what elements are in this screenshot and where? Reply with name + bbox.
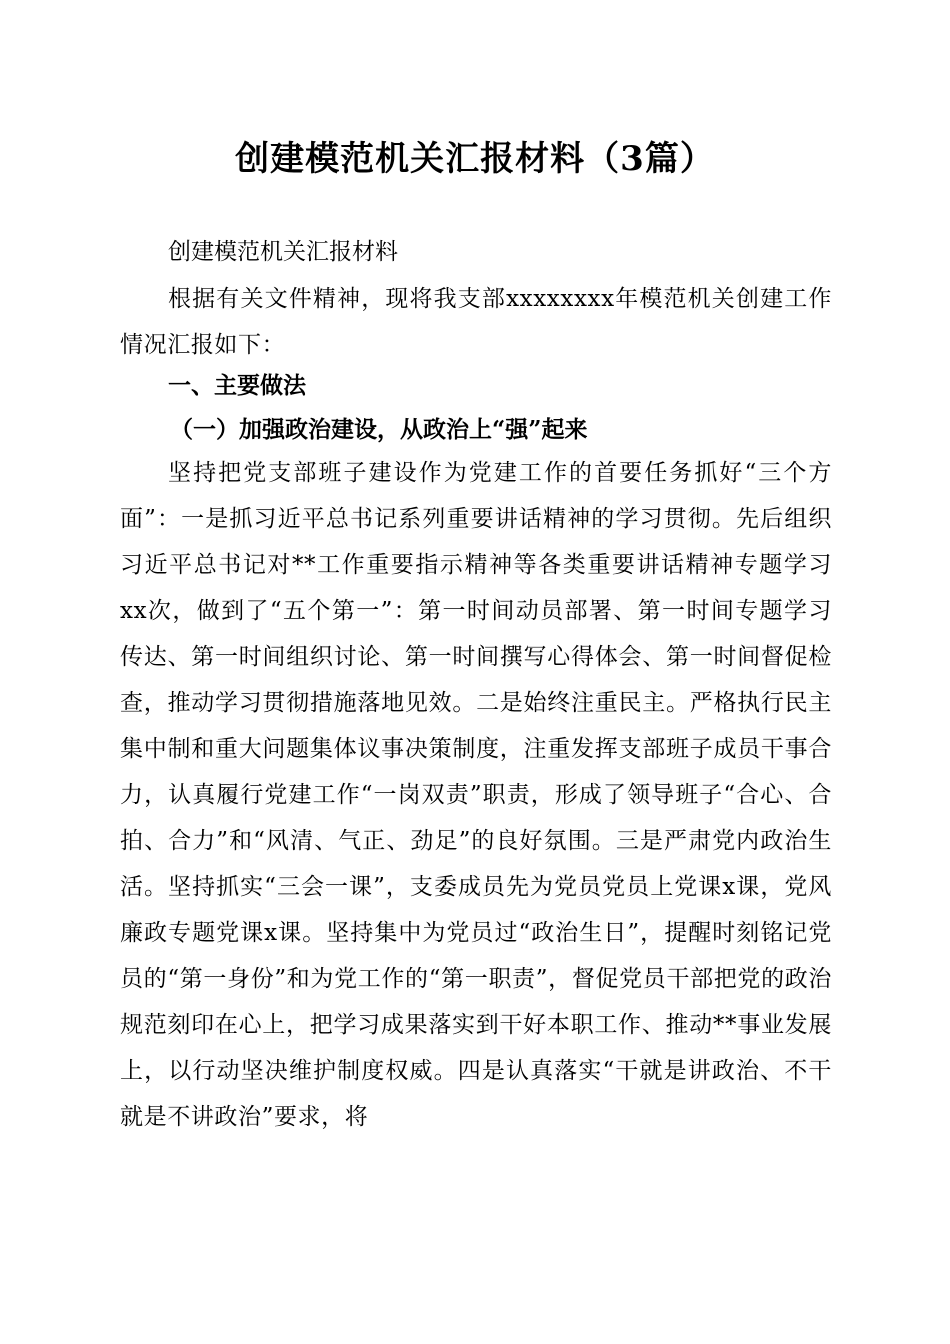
subsection-heading: （一）加强政治建设，从政治上“强”起来: [170, 416, 588, 443]
body-paragraph: 坚持把党支部班子建设作为党建工作的首要任务抓好“三个方面”：一是抓习近平总书记系列重要讲话精神的学习贯彻。先后组织习近平总书记对**工作重要指示精神等各类重要讲话精神专题学习xx次，做到了“五个第一”：第一时间动员部署、第一时间专题学习传达、第一时间组织讨论、第一时间撰写心得体会、第一时间督促检查，推动学习贯彻措施落地见效。二是始终注重民主。严格执行民主集中制和重大问题集体议事决策制度，注重发挥支部班子成员干事合力，认真履行党建工作“一岗双责”职责，形成了领导班子“合心、合拍、合力”和“风清、气正、劲足”的良好氛围。三是严肃党内政治生活。坚持抓实“三会一课”，支委成员先为党员党员上党课x课，党风廉政专题党课x课。坚持集中为党员过“政治生日”，提醒时刻铭记党员的“第一身份”和为党工作的“第一职责”，督促党员干部把党的政治规范刻印在心上，把学习成果落实到干好本职工作、推动**事业发展上，以行动坚决维护制度权威。四是认真落实“干就是讲政治、不干就是不讲政治”要求，将: [120, 460, 832, 1130]
document-subtitle: 创建模范机关汇报材料: [168, 239, 398, 265]
document-title: 创建模范机关汇报材料（3篇）: [235, 139, 715, 179]
section-heading: 一、主要做法: [168, 373, 306, 399]
intro-paragraph: 根据有关文件精神，现将我支部xxxxxxxx年模范机关创建工作情况汇报如下：: [120, 286, 832, 358]
